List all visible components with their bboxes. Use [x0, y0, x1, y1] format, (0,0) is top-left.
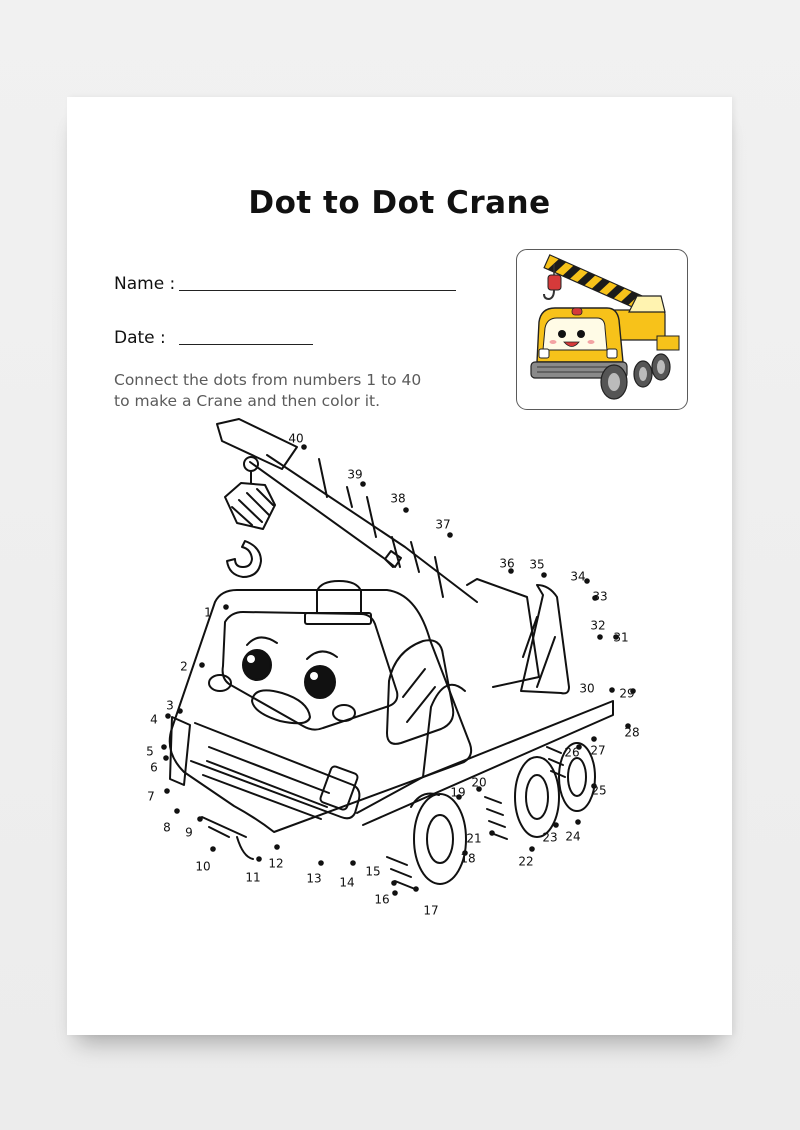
dot-marker: [529, 846, 535, 852]
dot-marker: [161, 744, 167, 750]
dot-marker: [447, 532, 453, 538]
dot-27: [590, 736, 605, 757]
dot-number-label: 2: [180, 659, 188, 674]
dot-number-label: 34: [570, 569, 586, 584]
dot-marker: [392, 890, 398, 896]
dot-15: [365, 865, 396, 886]
dot-marker: [174, 808, 180, 814]
dot-number-label: 11: [245, 870, 261, 885]
dot-35: [529, 558, 546, 578]
dot-8: [163, 808, 180, 834]
dot-marker: [318, 860, 324, 866]
dot-marker: [597, 634, 603, 640]
dot-number-label: 4: [150, 712, 158, 727]
dot-number-label: 35: [529, 557, 545, 572]
dot-marker: [609, 687, 615, 693]
dot-number-label: 19: [450, 785, 466, 800]
dot-marker: [164, 788, 170, 794]
page-title: Dot to Dot Crane: [248, 185, 551, 221]
dot-marker: [489, 830, 495, 836]
dot-marker: [165, 713, 171, 719]
dot-number-label: 22: [518, 854, 534, 869]
dot-4: [150, 713, 171, 727]
date-label: Date :: [114, 328, 166, 348]
dot-31: [613, 631, 628, 645]
dot-number-label: 9: [185, 825, 193, 840]
dot-10: [195, 846, 215, 873]
dot-number-label: 27: [590, 743, 606, 758]
dot-30: [579, 682, 614, 696]
dot-marker: [274, 844, 280, 850]
dot-marker: [575, 819, 581, 825]
dot-marker: [163, 755, 169, 761]
dot-number-label: 21: [466, 831, 482, 846]
dot-marker: [223, 604, 229, 610]
dot-number-label: 38: [390, 491, 406, 506]
instructions-line-1: Connect the dots from numbers 1 to 40: [114, 371, 422, 389]
dot-39: [347, 468, 365, 487]
dot-17: [413, 886, 438, 917]
dot-23: [542, 822, 558, 844]
dot-21: [466, 830, 494, 845]
dot-24: [565, 819, 580, 843]
dot-number-label: 29: [619, 686, 635, 701]
dot-marker: [591, 736, 597, 742]
dot-marker: [197, 816, 203, 822]
dot-29: [619, 687, 635, 701]
dot-number-label: 16: [374, 892, 390, 907]
dot-marker: [541, 572, 547, 578]
dot-number-label: 30: [579, 681, 595, 696]
dot-number-label: 20: [471, 775, 487, 790]
dot-marker: [177, 708, 183, 714]
dot-12: [268, 844, 283, 870]
dot-marker: [553, 822, 559, 828]
dot-marker: [391, 880, 397, 886]
dot-number-label: 26: [564, 745, 580, 760]
dot-to-dot-drawing: [67, 97, 732, 1035]
dot-number-label: 33: [592, 589, 608, 604]
dot-26: [564, 744, 581, 759]
dot-number-label: 36: [499, 556, 515, 571]
dot-37: [435, 518, 452, 538]
dot-number-label: 8: [163, 820, 171, 835]
dot-number-label: 24: [565, 829, 581, 844]
dot-number-label: 40: [288, 431, 304, 446]
dot-marker: [210, 846, 216, 852]
dot-25: [591, 783, 606, 797]
dot-32: [590, 619, 605, 640]
dot-7: [147, 788, 170, 803]
dot-marker: [403, 507, 409, 513]
dot-14: [339, 860, 355, 889]
dot-number-label: 32: [590, 618, 606, 633]
dot-number-label: 10: [195, 859, 211, 874]
dot-number-label: 25: [591, 783, 607, 798]
dot-20: [471, 776, 486, 792]
dot-marker: [413, 886, 419, 892]
dot-11: [245, 856, 261, 884]
dot-marker: [360, 481, 366, 487]
dot-5: [146, 744, 167, 758]
dot-number-label: 39: [347, 467, 363, 482]
dot-34: [570, 570, 589, 584]
crane-outline: [170, 419, 613, 889]
dot-number-label: 1: [204, 605, 212, 620]
name-label: Name :: [114, 274, 176, 294]
dot-28: [624, 723, 639, 739]
dot-number-label: 37: [435, 517, 451, 532]
dot-number-label: 23: [542, 830, 558, 845]
dot-number-label: 15: [365, 864, 381, 879]
dot-22: [518, 846, 534, 868]
dot-number-label: 14: [339, 875, 355, 890]
dot-number-label: 18: [460, 851, 476, 866]
dot-number-label: 3: [166, 698, 174, 713]
dot-16: [374, 890, 397, 906]
dot-19: [450, 786, 465, 800]
dot-9: [185, 816, 203, 839]
dot-1: [204, 604, 229, 619]
dot-number-label: 6: [150, 760, 158, 775]
dot-38: [390, 492, 408, 513]
dot-number-label: 28: [624, 725, 640, 740]
dot-36: [499, 557, 514, 574]
dot-number-label: 7: [147, 789, 155, 804]
instructions-line-2: to make a Crane and then color it.: [114, 392, 381, 410]
dot-18: [460, 850, 475, 865]
dot-marker: [350, 860, 356, 866]
dot-number-label: 17: [423, 903, 439, 918]
dot-number-label: 31: [613, 630, 629, 645]
worksheet-page: [67, 97, 732, 1035]
dot-marker: [256, 856, 262, 862]
dot-number-label: 12: [268, 856, 284, 871]
dot-number-label: 5: [146, 744, 154, 759]
dot-33: [592, 590, 607, 604]
dot-marker: [199, 662, 205, 668]
dot-number-label: 13: [306, 871, 322, 886]
dot-13: [306, 860, 323, 885]
